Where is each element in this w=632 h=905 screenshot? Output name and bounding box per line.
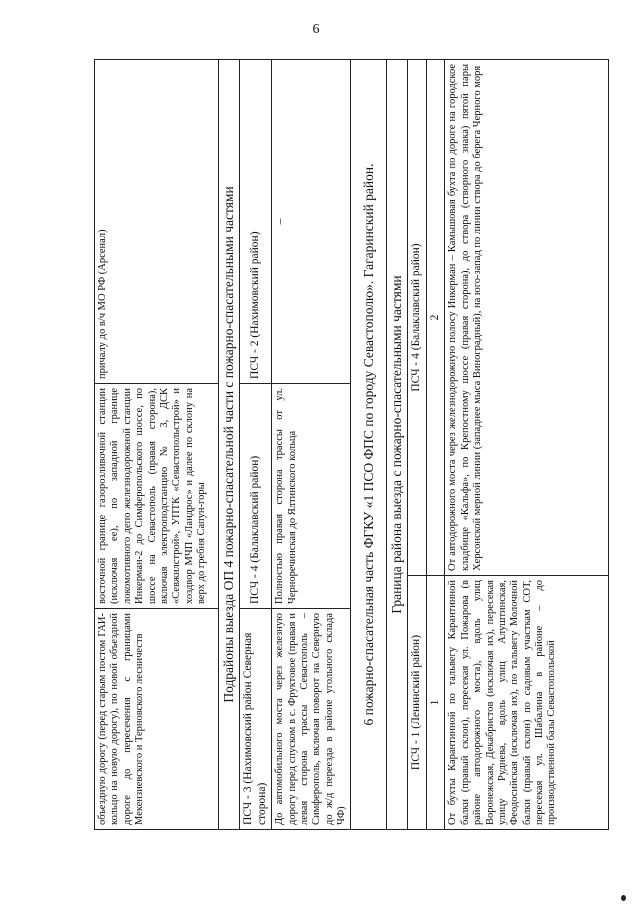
- section-heading: Подрайоны выезда ОП 4 пожарно-спасательной части с пожарно-спасательными частями: [219, 59, 240, 829]
- table-cell: причалу до в/ч МО РФ (Арсенал): [95, 59, 219, 383]
- table-cell: Полностью правая сторона трассы от ул. Черноречинская до Ялтинского кольца: [272, 383, 351, 608]
- section-subheading: Граница района выезда с пожарно-спасательными частями: [387, 59, 408, 829]
- table-cell: От бухты Карантинной по тальвегу Карантинной балки (правый склон), пересекая ул. Пожарова (в районе автодорожного моста), вдоль улиц Воронежская, Декабристов (исключая их), пересекая улицу Руднева, вдоль улиц Алуштинская, Феодосийская (исключая их), по тальвегу Молочной балки (правый склон) по садовым участкам СОТ, пересекая ул. Шабалина в районе – до производственной базы Севастопольской: [445, 576, 609, 830]
- table-cell: –: [272, 59, 351, 383]
- table-cell: восточной границе газорозливочной станции (исключая ее), по западной границе локомотивного депо железнодорожной станции Инкерман-2 до Симферопольского шоссе, по шоссе на Севастополь (правая сторона), включая электроподстанцию № 3, ДСК «Севжилстрой», УПТК «Севастопольстрой» и хоздвор МЧП «Ландрос» и далее по склону на верх до гребня Сапун-горы: [95, 383, 219, 608]
- table-cell: объездную дорогу (перед старым постом ГАИ-кольцо на новую дорогу), по новой объездной дороге до пересечения с границами Мекензиевского и Терновского лесничеств: [95, 609, 219, 830]
- table-cell: От автодорожного моста через железнодорожную полосу Инкерман – Камышовая бухта по дороге на городское кладбище «Кальфа», по Крепостному шоссе (правая сторона), до створа (створного знака) пятой пары Херсонской мерной линии (западнее мыса Виноградный), на юго-запад по линии створа до берега Черного моря: [445, 59, 609, 575]
- column-header: ПСЧ - 3 (Нахимовский район Северная сторона): [240, 609, 272, 830]
- section-heading: 6 пожарно-спасательная часть ФГКУ «1 ПСО ФПС по городу Севастополю». Гагаринский район.: [351, 59, 387, 829]
- table-cell: До автомобильного моста через железную дорогу перед спуском в с. Фруктовое (правая и левая сторона трассы Севастополь – Симферополь, включая поворот на Северную до ж/д переезда в районе угольного склада ЧФ): [272, 609, 351, 830]
- column-header: ПСЧ - 4 (Балаклавский район): [240, 383, 272, 608]
- page-number: 6: [312, 22, 320, 37]
- column-header: ПСЧ - 4 (Балаклавский район): [408, 59, 427, 575]
- rotated-table-region: [94, 60, 609, 830]
- column-number: 2: [426, 59, 445, 575]
- districts-table: [94, 59, 609, 830]
- column-header: ПСЧ - 1 (Ленинский район): [408, 576, 427, 830]
- scan-mark: [621, 895, 626, 901]
- column-header: ПСЧ - 2 (Нахимовский район): [240, 59, 272, 383]
- column-number: 1: [426, 576, 445, 830]
